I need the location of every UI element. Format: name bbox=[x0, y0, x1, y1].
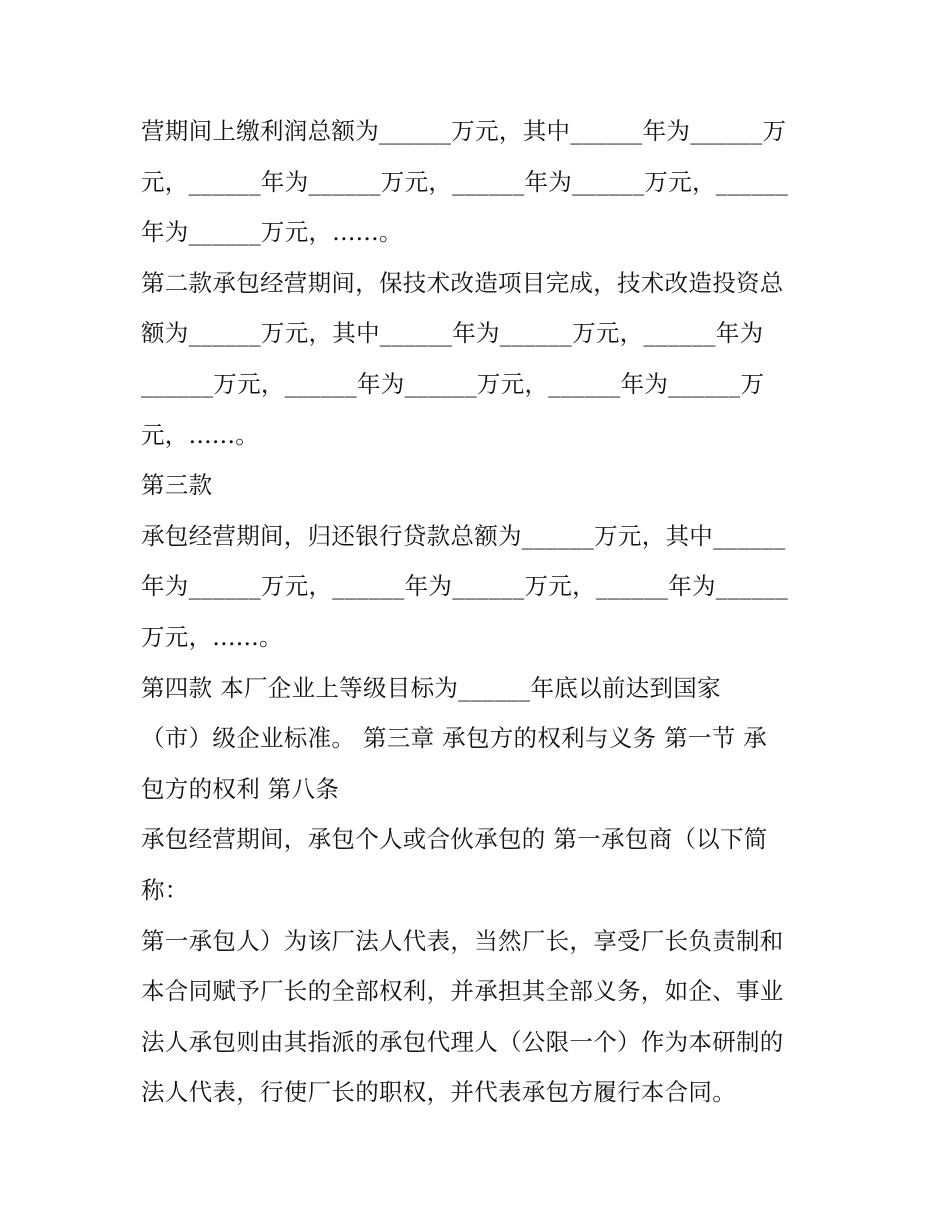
text-line: 第三款 bbox=[141, 471, 213, 500]
text-line: 额为______万元，其中______年为______万元，______年为 bbox=[141, 319, 764, 348]
text-line: 年为______万元，......。 bbox=[141, 218, 403, 247]
text-line: 承包经营期间，承包个人或合伙承包的 第一承包商（以下简 bbox=[141, 825, 768, 854]
text-line: ______万元，______年为______万元，______年为______万 bbox=[141, 369, 765, 398]
text-line: 第四款 本厂企业上等级目标为______年底以前达到国家 bbox=[141, 673, 721, 702]
text-line: 营期间上缴利润总额为______万元，其中______年为______万 bbox=[141, 117, 787, 145]
text-line: 万元，......。 bbox=[141, 622, 283, 651]
text-line: 称： bbox=[141, 875, 189, 904]
text-line: 第一承包人）为该厂法人代表，当然厂长，享受厂长负责制和 bbox=[141, 926, 784, 955]
document-body bbox=[141, 106, 821, 1118]
text-line: 法人代表，行使厂长的职权，并代表承包方履行本合同。 bbox=[141, 1078, 736, 1107]
text-line: 本合同赋予厂长的全部权利，并承担其全部义务，如企、事业 bbox=[141, 977, 784, 1006]
text-line: 元，______年为______万元，______年为______万元，______ bbox=[141, 167, 789, 196]
text-line: 年为______万元，______年为______万元，______年为______ bbox=[141, 572, 789, 601]
text-line: 包方的权利 第八条 bbox=[141, 774, 340, 803]
text-line: 承包经营期间，归还银行贷款总额为______万元，其中______ bbox=[141, 521, 786, 550]
text-line: 法人承包则由其指派的承包代理人（公限一个）作为本研制的 bbox=[141, 1027, 784, 1056]
text-line: 第二款承包经营期间，保技术改造项目完成，技术改造投资总 bbox=[141, 268, 784, 297]
text-line: 元，......。 bbox=[141, 420, 260, 449]
text-line: （市）级企业标准。 第三章 承包方的权利与义务 第一节 承 bbox=[141, 724, 768, 753]
